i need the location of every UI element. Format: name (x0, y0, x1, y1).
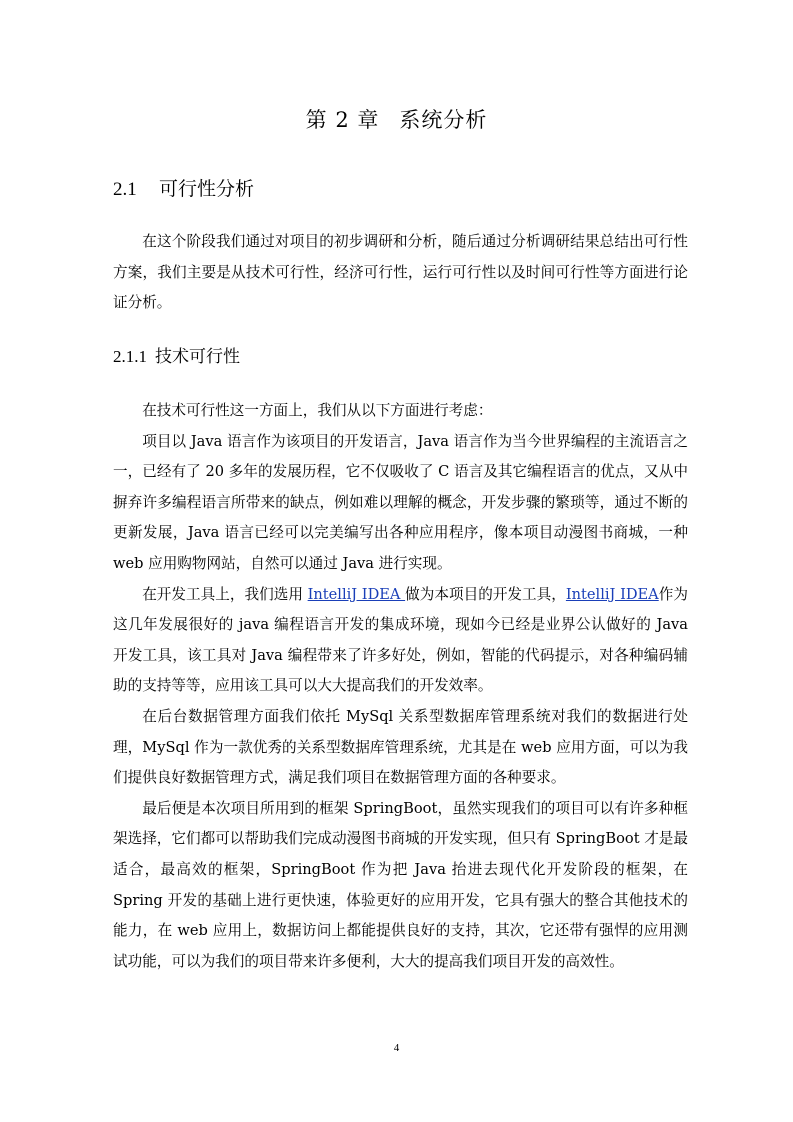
section-2-1-body (113, 227, 688, 319)
paragraph-feasibility: 在这个阶段我们通过对项目的初步调研和分析，随后通过分析调研结果总结出可行性方案，我们主要是从技术可行性，经济可行性，运行可行性以及时间可行性等方面进行论证分析。 (113, 233, 688, 312)
chapter-title-text: 系统分析 (399, 108, 488, 132)
paragraph-mysql: 在后台数据管理方面我们依托 MySql 关系型数据库管理系统对我们的数据进行处理，MySql 作为一款优秀的关系型数据库管理系统，尤其是在 web 应用方面，可以为我们提供良好数据管理方式，满足我们项目在数据管理方面的各种要求。 (113, 707, 688, 787)
paragraph-tools (113, 580, 688, 702)
paragraph-java: 项目以 Java 语言作为该项目的开发语言，Java 语言作为当今世界编程的主流语言之一，已经有了 20 多年的发展历程，它不仅吸收了 C 语言及其它编程语言的优点，又从中摒弃许多编程语言所带来的缺点，例如难以理解的概念，开发步骤的繁琐等，通过不断的更新发展，Java 语言已经可以完美编写出各种应用程序，像本项目动漫图书商城，一种 web 应用购物网站，自然可以通过 Java 进行实现。 (113, 432, 688, 572)
section-heading-2-1 (113, 176, 254, 203)
subsection-number: 2.1.1 (113, 347, 147, 366)
chapter-title (0, 106, 793, 134)
intellij-idea-link-2[interactable]: IntelliJ IDEA (565, 585, 659, 603)
subsection-heading-2-1-1 (113, 345, 240, 369)
section-2-1-1-body (113, 396, 688, 977)
tools-text-1: 在开发工具上，我们选用 (142, 585, 308, 603)
subsection-title: 技术可行性 (155, 347, 240, 367)
intellij-idea-link[interactable]: IntelliJ IDEA (307, 585, 406, 603)
section-number: 2.1 (113, 179, 137, 200)
section-title: 可行性分析 (159, 178, 255, 200)
chapter-number: 第 2 章 (305, 108, 380, 132)
page-number: 4 (393, 1042, 400, 1054)
tools-text-2: 做为本项目的开发工具， (405, 585, 566, 603)
tools-text-3: 作为这几年发展很好的 java 编程语言开发的集成环境，现如今已经是业界公认做好的 Java 开发工具，该工具对 Java 编程带来了许多好处，例如，智能的代码提示，对各种编码辅助的支持等等，应用该工具可以大大提高我们的开发效率。 (113, 585, 688, 695)
paragraph-springboot: 最后便是本次项目所用到的框架 SpringBoot，虽然实现我们的项目可以有许多种框架选择，它们都可以帮助我们完成动漫图书商城的开发实现，但只有 SpringBoot 才是最适合，最高效的框架，SpringBoot 作为把 Java 抬进去现代化开发阶段的框架，在 Spring 开发的基础上进行更快速，体验更好的应用开发，它具有强大的整合其他技术的能力，在 web 应用上，数据访问上都能提供良好的支持，其次，它还带有强悍的应用测试功能，可以为我们的项目带来许多便利，大大的提高我们项目开发的高效性。 (113, 799, 688, 970)
paragraph-intro: 在技术可行性这一方面上，我们从以下方面进行考虑： (142, 402, 493, 419)
